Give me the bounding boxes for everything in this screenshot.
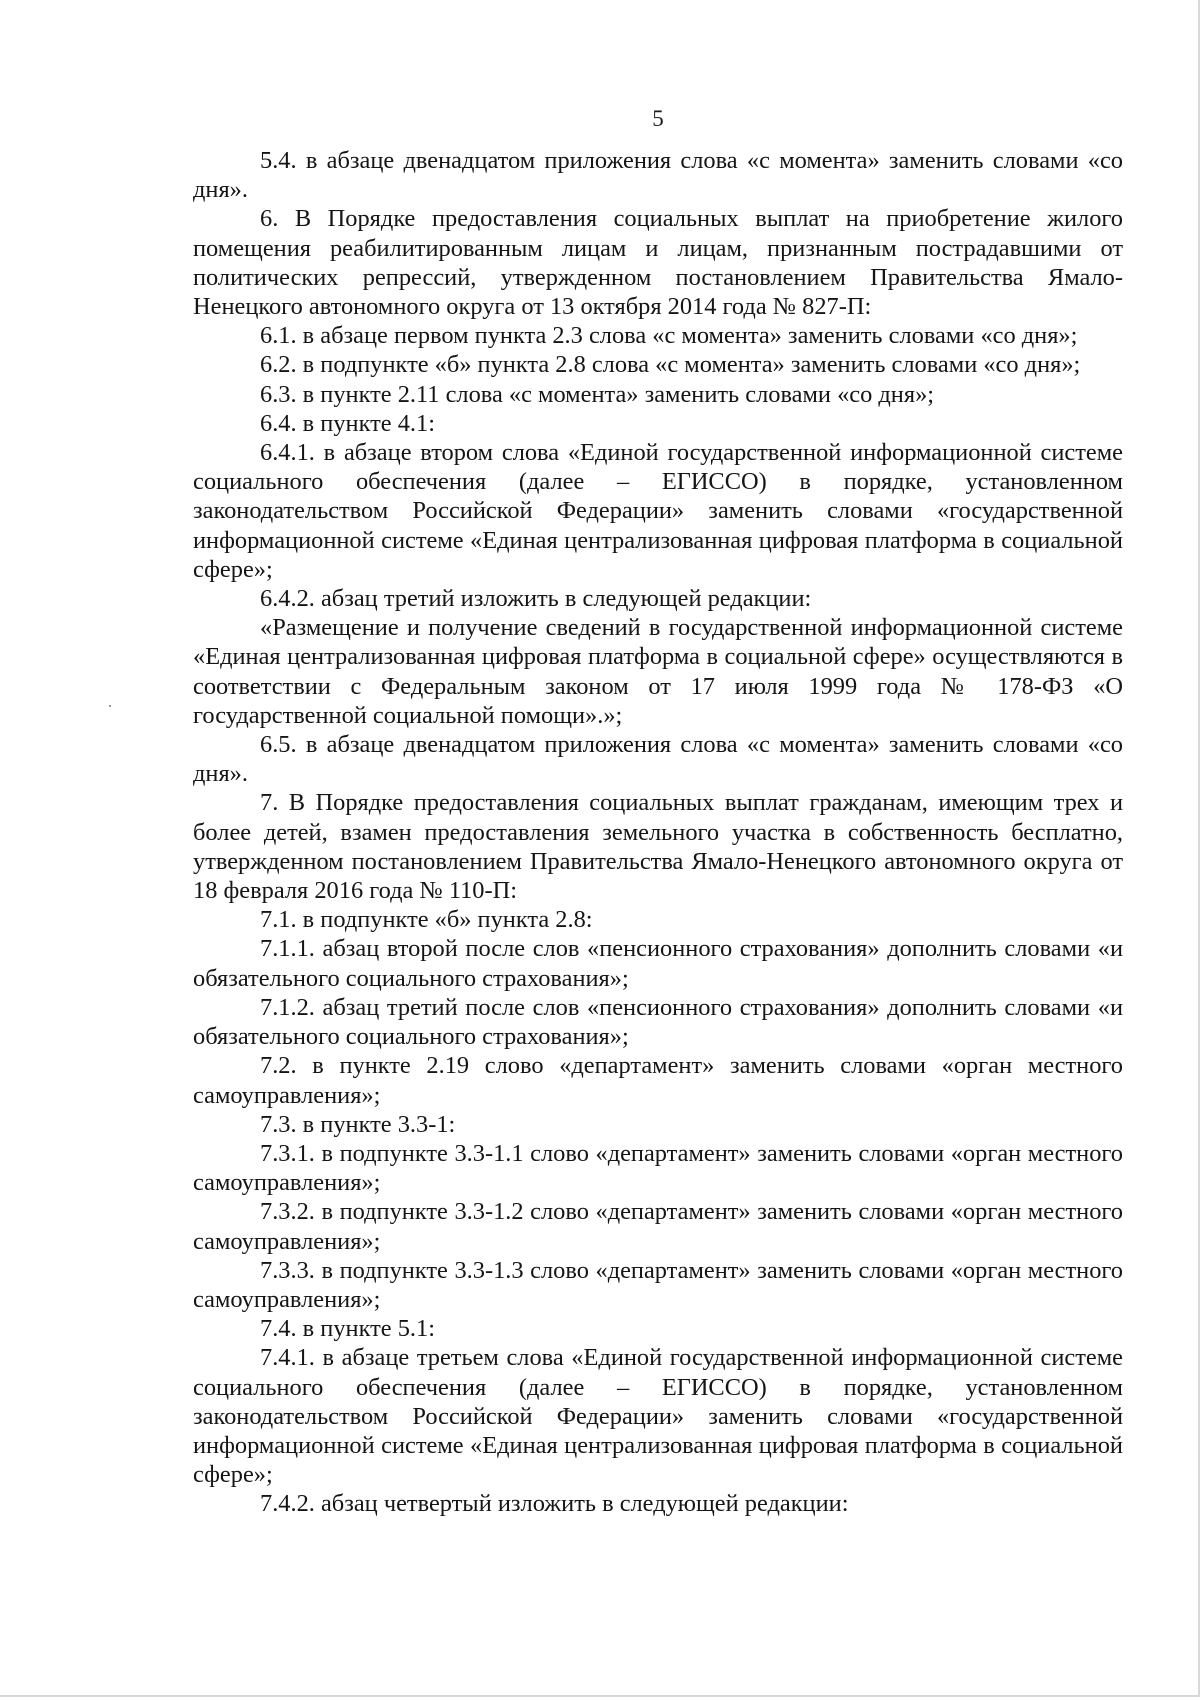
paragraph-7-3-3: 7.3.3. в подпункте 3.3-1.3 слово «департамент» заменить словами «орган местного самоуправления»; xyxy=(193,1256,1123,1313)
paragraph-7-4-1: 7.4.1. в абзаце третьем слова «Единой государственной информационной системе социального обеспечения (далее – ЕГИССО) в порядке, установленном законодательством Российской Федерации» заменить словами «государственной информационной системе «Единая централизованная цифровая платформа в социальной сфере»; xyxy=(193,1344,1123,1489)
paragraph-6-4-2: 6.4.2. абзац третий изложить в следующей редакции: xyxy=(260,585,812,613)
paragraph-6-4-1: 6.4.1. в абзаце втором слова «Единой государственной информационной системе социального обеспечения (далее – ЕГИССО) в порядке, установленном законодательством Российской Федерации» заменить словами «государственной информационной системе «Единая централизованная цифровая платформа в социальной сфере»; xyxy=(193,439,1123,583)
paragraph-7-2: 7.2. в пункте 2.19 слово «департамент» заменить словами «орган местного самоуправления»; xyxy=(193,1052,1123,1109)
paragraph-quote: «Размещение и получение сведений в государственной информационной системе «Единая централизованная цифровая платформа в социальной сфере» осуществляются в соответствии с Федеральным законом от 17 июля 1999 года № 178-ФЗ «О государственной социальной помощи».»; xyxy=(193,614,1123,729)
paragraph-6: 6. В Порядке предоставления социальных выплат на приобретение жилого помещения реабилитированным лицам и лицам, признанным пострадавшими от политических репрессий, утвержденном постановлением Правительства Ямало-Ненецкого автономного округа от 13 октября 2014 года № 827-П: xyxy=(193,205,1123,321)
page-number: 5 xyxy=(652,106,664,131)
paragraph-6-1: 6.1. в абзаце первом пункта 2.3 слова «с момента» заменить словами «со дня»; xyxy=(260,322,1078,350)
paragraph-7-3-1: 7.3.1. в подпункте 3.3-1.1 слово «департамент» заменить словами «орган местного самоуправления»; xyxy=(193,1139,1123,1197)
paragraph-5-4: 5.4. в абзаце двенадцатом приложения слова «с момента» заменить словами «со дня». xyxy=(193,147,1123,204)
paragraph-6-5: 6.5. в абзаце двенадцатом приложения слова «с момента» заменить словами «со дня». xyxy=(193,731,1123,788)
paragraph-7-4: 7.4. в пункте 5.1: xyxy=(260,1315,435,1343)
paragraph-7-3: 7.3. в пункте 3.3-1: xyxy=(260,1110,456,1138)
paragraph-7-3-2: 7.3.2. в подпункте 3.3-1.2 слово «департамент» заменить словами «орган местного самоуправления»; xyxy=(193,1198,1123,1255)
document-body xyxy=(193,146,1123,1519)
paragraph-7-4-2: 7.4.2. абзац четвертый изложить в следующей редакции: xyxy=(260,1490,849,1518)
paragraph-7: 7. В Порядке предоставления социальных выплат гражданам, имеющим трех и более детей, взамен предоставления земельного участка в собственность бесплатно, утвержденном постановлением Правительства Ямало-Ненецкого автономного округа от 18 февраля 2016 года № 110-П: xyxy=(193,789,1123,905)
paragraph-7-1: 7.1. в подпункте «б» пункта 2.8: xyxy=(260,906,593,934)
paragraph-7-1-2: 7.1.2. абзац третий после слов «пенсионного страхования» дополнить словами «и обязательного социального страхования»; xyxy=(193,993,1123,1051)
scan-speck xyxy=(109,705,111,707)
paragraph-6-4: 6.4. в пункте 4.1: xyxy=(260,409,435,437)
paragraph-6-2: 6.2. в подпункте «б» пункта 2.8 слова «с момента» заменить словами «со дня»; xyxy=(260,351,1081,379)
paragraph-7-1-1: 7.1.1. абзац второй после слов «пенсионного страхования» дополнить словами «и обязательного социального страхования»; xyxy=(193,935,1123,992)
paragraph-6-3: 6.3. в пункте 2.11 слова «с момента» заменить словами «со дня»; xyxy=(260,380,935,408)
